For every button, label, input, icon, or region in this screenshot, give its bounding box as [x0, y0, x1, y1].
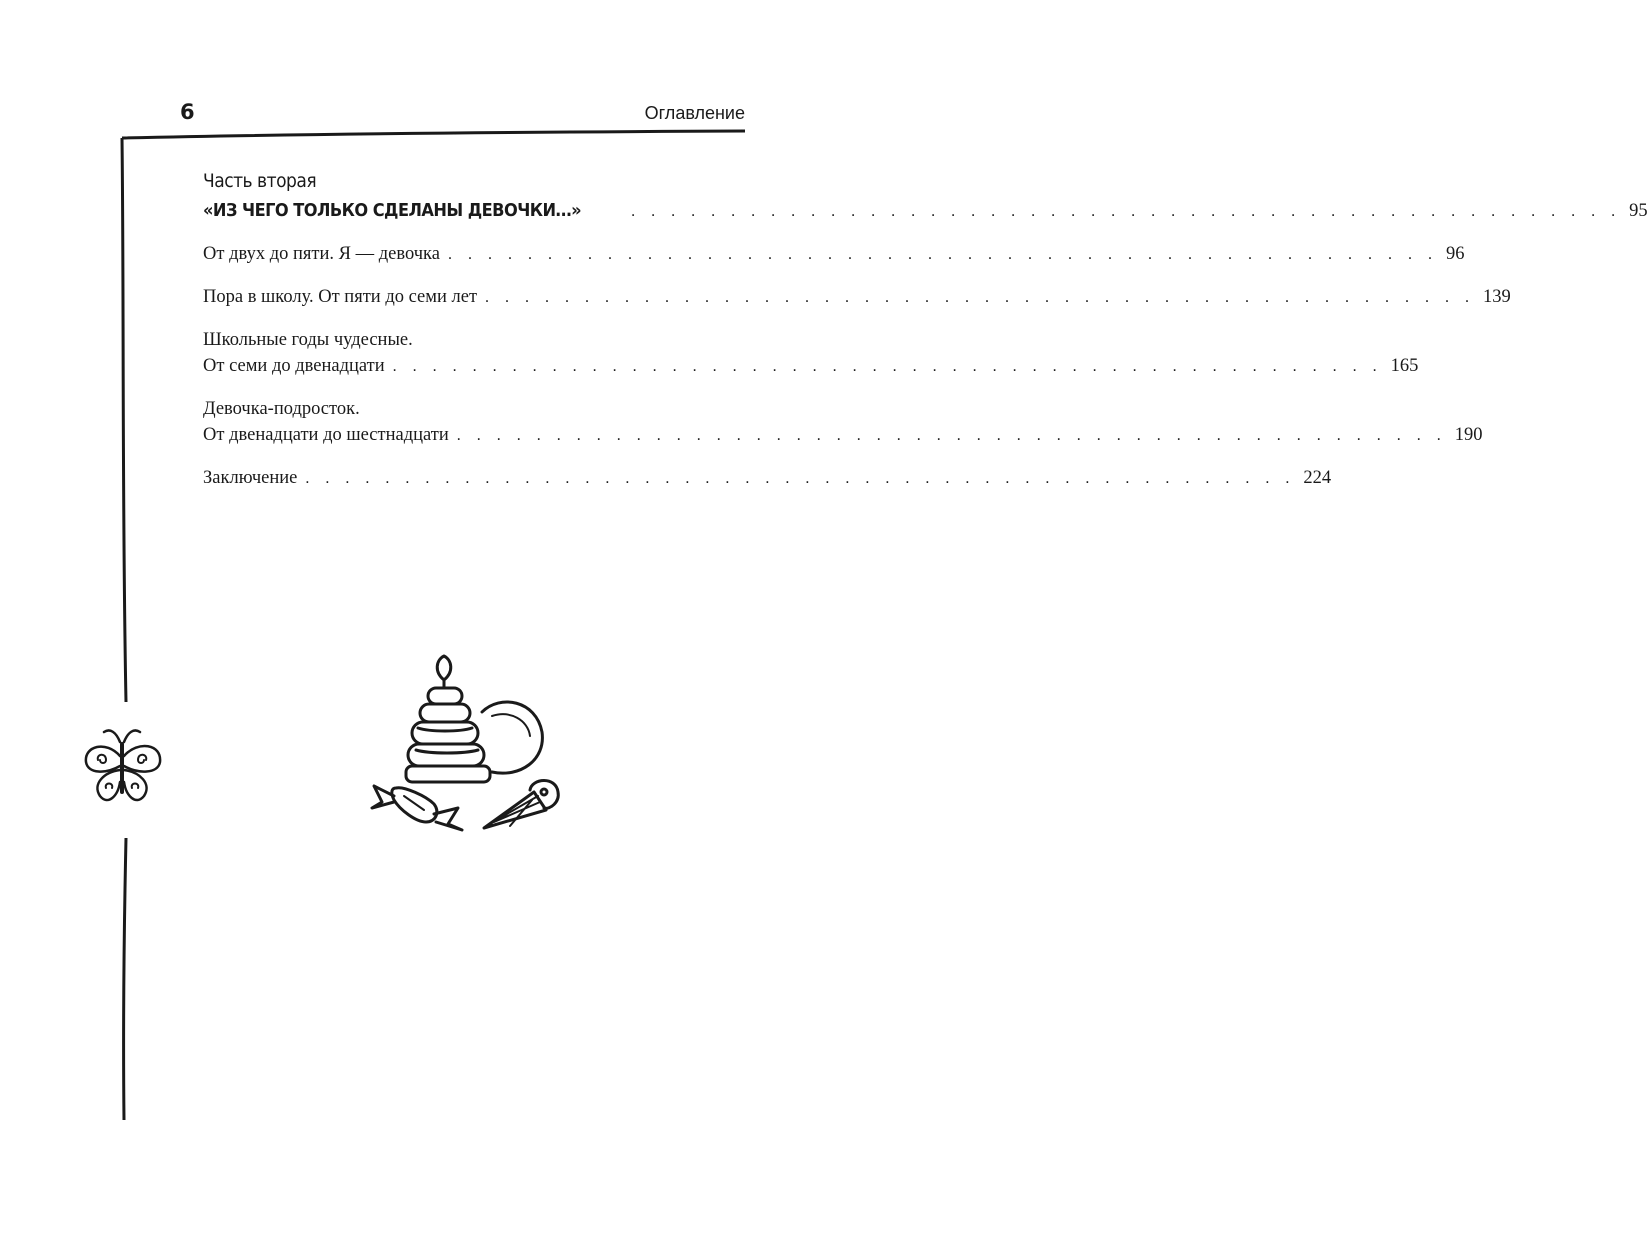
toc-entry [203, 284, 1511, 311]
leader-dots: . . . . . . . . . . . . . . . . . . . . . . . . . . . . . . . . . . . . . . . . . . . . . . . . . . [485, 289, 1476, 306]
page-ref: 139 [1483, 287, 1511, 307]
frame-top-line [122, 131, 745, 138]
leader-dots: . . . . . . . . . . . . . . . . . . . . . . . . . . . . . . . . . . . . . . . . . . . . . . . . . . [447, 246, 1438, 263]
frame-left-line-lower [124, 838, 126, 1120]
entry-heading: Девочка-подросток. [203, 399, 360, 419]
toc-row [203, 284, 1511, 311]
toc-entry [203, 396, 1483, 449]
toc-entry [203, 327, 1419, 380]
butterfly-icon [76, 722, 168, 816]
leader-dots: . . . . . . . . . . . . . . . . . . . . . . . . . . . . . . . . . . . . . . . . . . . . . . . . . . [631, 203, 1622, 220]
entry-title: От двух до пяти. Я — девочка [203, 244, 440, 264]
frame-left-line-upper [122, 138, 126, 702]
entry-title: Пора в школу. От пяти до семи лет [203, 287, 478, 307]
entry-heading: Школьные годы чудесные. [203, 330, 413, 350]
leader-dots: . . . . . . . . . . . . . . . . . . . . . . . . . . . . . . . . . . . . . . . . . . . . . . . . . . [456, 427, 1447, 444]
candy-icon [372, 786, 462, 830]
page-ref: 165 [1390, 356, 1419, 376]
page-ref: 190 [1454, 425, 1483, 445]
toc-entry [203, 241, 1465, 268]
toc-row [203, 353, 1419, 380]
entry-title: От семи до двенадцати [203, 356, 385, 376]
running-head: Оглавление [644, 103, 745, 123]
toc-row [203, 465, 1332, 492]
toc-row-part [203, 198, 1648, 225]
toc-row [203, 422, 1483, 449]
part-title: «ИЗ ЧЕГО ТОЛЬКО СДЕЛАНЫ ДЕВОЧКИ…» [203, 200, 582, 221]
ice-cream-icon [484, 781, 558, 829]
page-ref: 95 [1629, 201, 1648, 221]
pyramid-toy-icon [406, 656, 490, 782]
part-label: Часть вторая [203, 170, 317, 192]
toys-illustration [360, 650, 570, 850]
ball-icon [482, 702, 542, 773]
toc-entry [203, 465, 1332, 492]
toc-row [203, 241, 1465, 268]
entry-title: От двенадцати до шестнадцати [203, 425, 449, 445]
page-number: 6 [180, 100, 195, 124]
table-of-contents [203, 170, 1648, 492]
leader-dots: . . . . . . . . . . . . . . . . . . . . . . . . . . . . . . . . . . . . . . . . . . . . . . . . . . [305, 470, 1296, 487]
leader-dots: . . . . . . . . . . . . . . . . . . . . . . . . . . . . . . . . . . . . . . . . . . . . . . . . . . [392, 358, 1383, 375]
page-ref: 96 [1445, 244, 1465, 264]
entry-title: Заключение [203, 468, 298, 488]
page-ref: 224 [1303, 468, 1332, 488]
